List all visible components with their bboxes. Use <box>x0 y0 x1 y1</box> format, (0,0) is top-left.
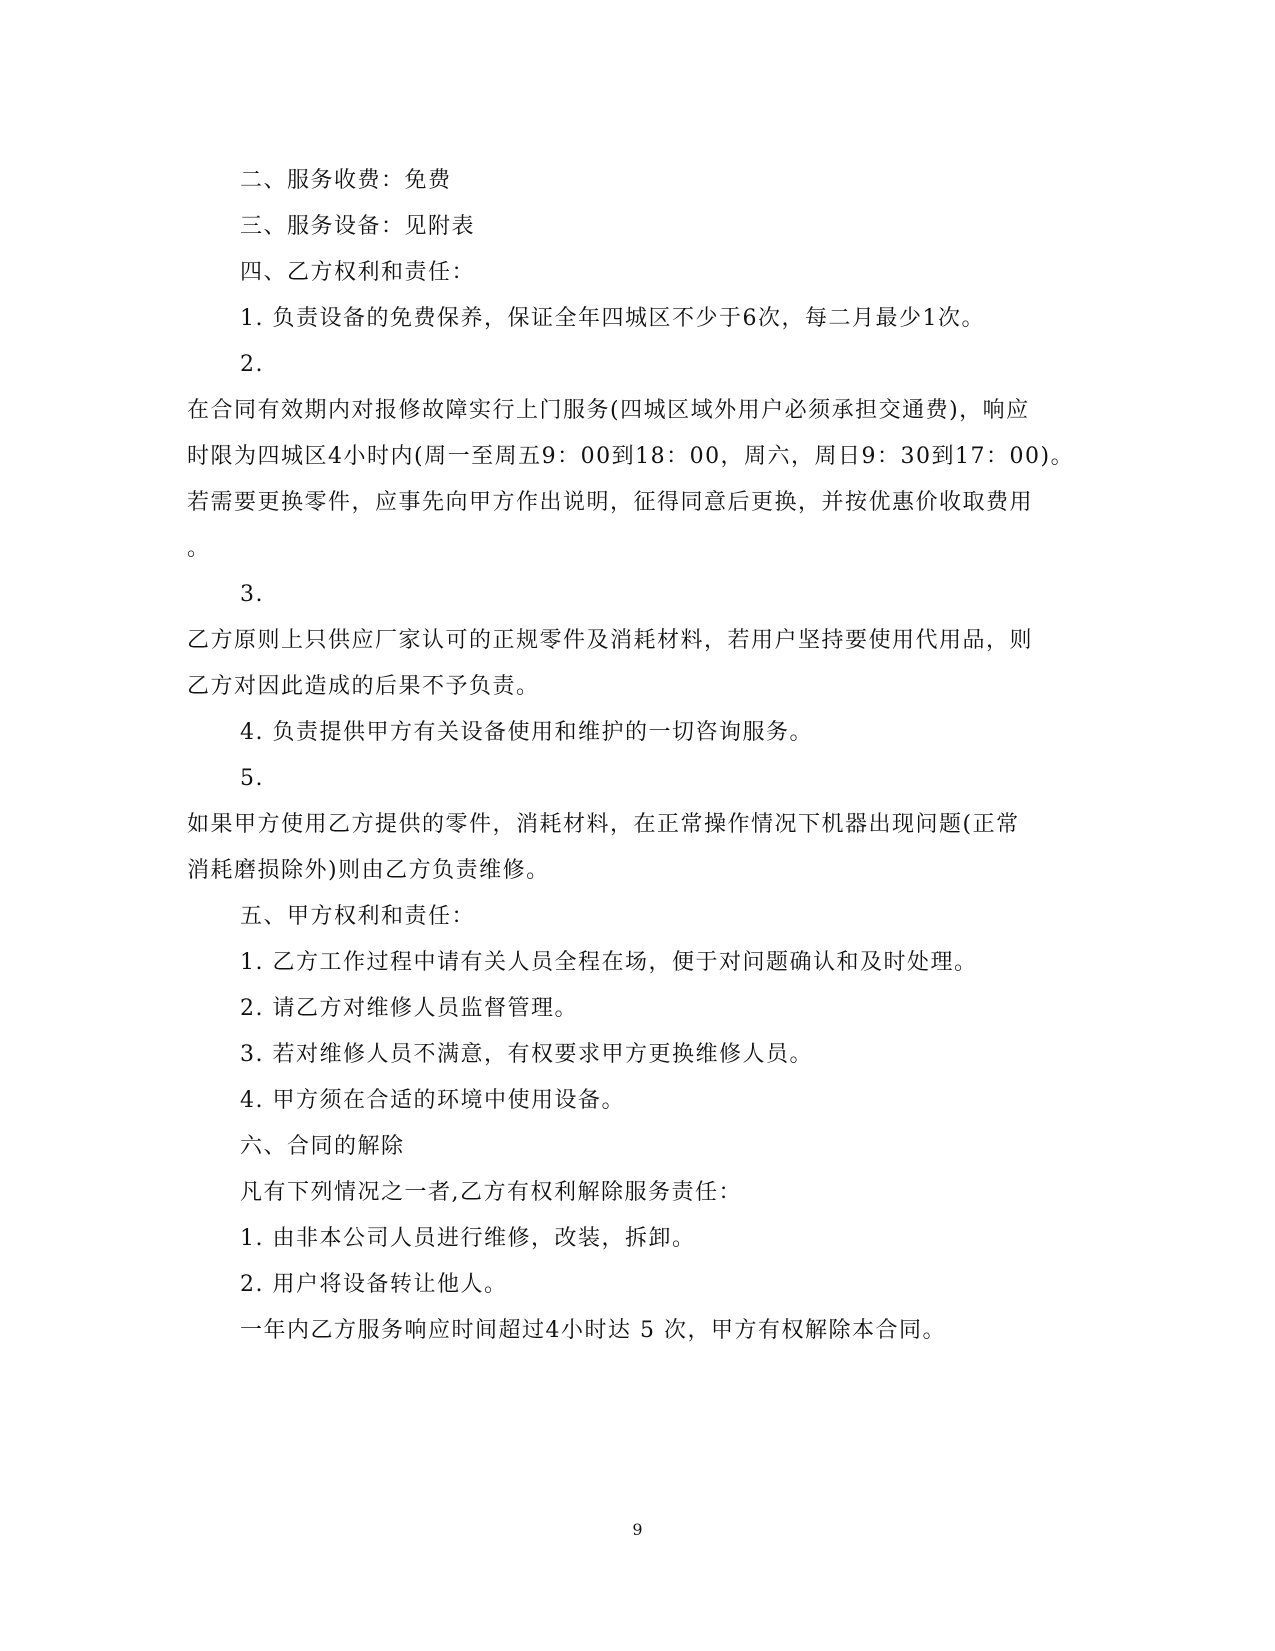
paragraph-line: 凡有下列情况之一者,乙方有权利解除服务责任： <box>240 1180 742 1205</box>
paragraph-line: 如果甲方使用乙方提供的零件，消耗材料，在正常操作情况下机器出现问题(正常 <box>187 812 1020 837</box>
paragraph-line: 1. 乙方工作过程中请有关人员全程在场，便于对问题确认和及时处理。 <box>240 950 978 975</box>
paragraph-line: 消耗磨损除外)则由乙方负责维修。 <box>187 858 550 883</box>
paragraph-line: 乙方原则上只供应厂家认可的正规零件及消耗材料，若用户坚持要使用代用品，则 <box>187 628 1034 653</box>
section-2-heading: 二、服务收费：免费 <box>240 168 452 193</box>
paragraph-line: 一年内乙方服务响应时间超过4小时达 5 次，甲方有权解除本合同。 <box>240 1318 946 1343</box>
item-number: 3. <box>240 582 264 607</box>
page-number: 9 <box>632 1520 643 1539</box>
section-3-heading: 三、服务设备：见附表 <box>240 214 476 239</box>
section-6-heading: 六、合同的解除 <box>240 1134 405 1159</box>
paragraph-line: 2. 用户将设备转让他人。 <box>240 1272 508 1297</box>
paragraph-line: 乙方对因此造成的后果不予负责。 <box>187 674 540 699</box>
paragraph-line: 时限为四城区4小时内(周一至周五9：00到18：00，周六，周日9：30到17：00)。 <box>187 444 1075 469</box>
paragraph-line: 1. 负责设备的免费保养，保证全年四城区不少于6次，每二月最少1次。 <box>240 306 985 331</box>
item-number: 2. <box>240 352 264 377</box>
paragraph-line: 2. 请乙方对维修人员监督管理。 <box>240 996 578 1021</box>
paragraph-line: 在合同有效期内对报修故障实行上门服务(四城区域外用户必须承担交通费)，响应 <box>187 398 1030 423</box>
paragraph-line: 。 <box>187 536 211 561</box>
paragraph-line: 4. 甲方须在合适的环境中使用设备。 <box>240 1088 625 1113</box>
paragraph-line: 若需要更换零件，应事先向甲方作出说明，征得同意后更换，并按优惠价收取费用 <box>187 490 1034 515</box>
section-5-heading: 五、甲方权利和责任： <box>240 904 476 929</box>
item-number: 5. <box>240 766 264 791</box>
paragraph-line: 4. 负责提供甲方有关设备使用和维护的一切咨询服务。 <box>240 720 813 745</box>
paragraph-line: 1. 由非本公司人员进行维修，改装，拆卸。 <box>240 1226 696 1251</box>
section-4-heading: 四、乙方权利和责任： <box>240 260 476 285</box>
paragraph-line: 3. 若对维修人员不满意，有权要求甲方更换维修人员。 <box>240 1042 813 1067</box>
